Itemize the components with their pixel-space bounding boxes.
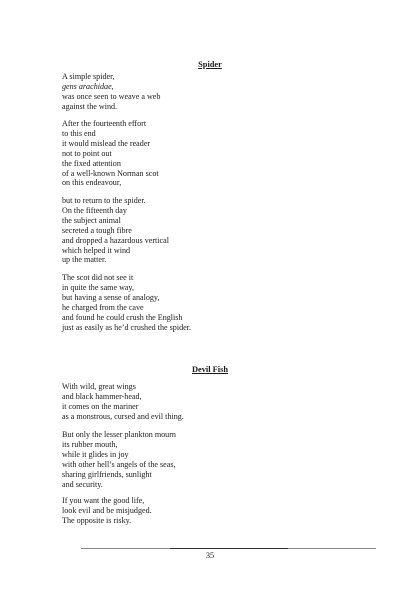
poem-line: it comes on the mariner bbox=[62, 401, 139, 411]
spider-stanza-1 bbox=[62, 72, 160, 112]
poem-line: gens arachidae, bbox=[62, 81, 114, 91]
poem-line: and security. bbox=[62, 479, 103, 489]
poem-line: up the matter. bbox=[62, 255, 107, 265]
poem-line: just as easily as he’d crushed the spider. bbox=[62, 322, 192, 332]
poem-line: was once seen to weave a web bbox=[62, 91, 161, 101]
poem-line: and found he could crush the English bbox=[62, 312, 183, 322]
poem-line: against the wind. bbox=[62, 101, 118, 111]
poem-line: on this endeavour, bbox=[62, 178, 122, 188]
poem-line: as a monstrous, cursed and evil thing. bbox=[62, 411, 184, 421]
poem-line: not to point out bbox=[62, 148, 112, 158]
poem-line: the subject animal bbox=[62, 215, 121, 225]
poem-line: the fixed attention bbox=[62, 158, 121, 168]
poem-line: sharing girlfriends, sunlight bbox=[62, 469, 152, 479]
poem-line: But only the lesser plankton mourn bbox=[62, 430, 176, 439]
poem-line: to this end bbox=[62, 128, 96, 138]
poem-line: and black hammer-head, bbox=[62, 391, 142, 401]
poem-line: which helped it wind bbox=[62, 245, 131, 255]
poem-line: with other hell’s angels of the seas, bbox=[62, 459, 176, 469]
poem-line: After the fourteenth effort bbox=[62, 119, 147, 128]
poem-line: but having a sense of analogy, bbox=[62, 292, 160, 302]
poem-line: look evil and be misjudged. bbox=[62, 505, 152, 515]
devil-fish-stanza-1 bbox=[62, 382, 184, 422]
devil-fish-stanza-3 bbox=[62, 496, 152, 526]
poem-title-spider: Spider bbox=[198, 60, 222, 69]
poem-line: and dropped a hazardous vertical bbox=[62, 235, 169, 245]
spider-stanza-2 bbox=[62, 119, 159, 188]
poem-line: it would mislead the reader bbox=[62, 138, 151, 148]
poem-line: A simple spider, bbox=[62, 72, 115, 81]
poem-line: in quite the same way, bbox=[62, 282, 135, 292]
footer-divider-accent bbox=[170, 548, 288, 549]
poem-title-devil-fish: Devil Fish bbox=[191, 365, 229, 374]
poem-line: its rubber mouth, bbox=[62, 439, 118, 449]
spider-stanza-3 bbox=[62, 196, 169, 265]
poem-line: he charged from the cave bbox=[62, 302, 144, 312]
poem-line: The scot did not see it bbox=[62, 273, 134, 282]
poem-line: The opposite is risky. bbox=[62, 515, 132, 525]
poem-line: On the fifteenth day bbox=[62, 205, 127, 215]
poem-line: With wild, great wings bbox=[62, 382, 136, 391]
poem-line: but to return to the spider. bbox=[62, 196, 146, 205]
devil-fish-stanza-2 bbox=[62, 430, 176, 489]
poem-line: secreted a tough fibre bbox=[62, 225, 132, 235]
poem-line: If you want the good life, bbox=[62, 496, 145, 505]
poem-line: while it glides in joy bbox=[62, 449, 129, 459]
spider-stanza-4 bbox=[62, 273, 191, 332]
page-number: 35 bbox=[205, 551, 215, 560]
poem-line: of a well-known Norman scot bbox=[62, 168, 159, 178]
